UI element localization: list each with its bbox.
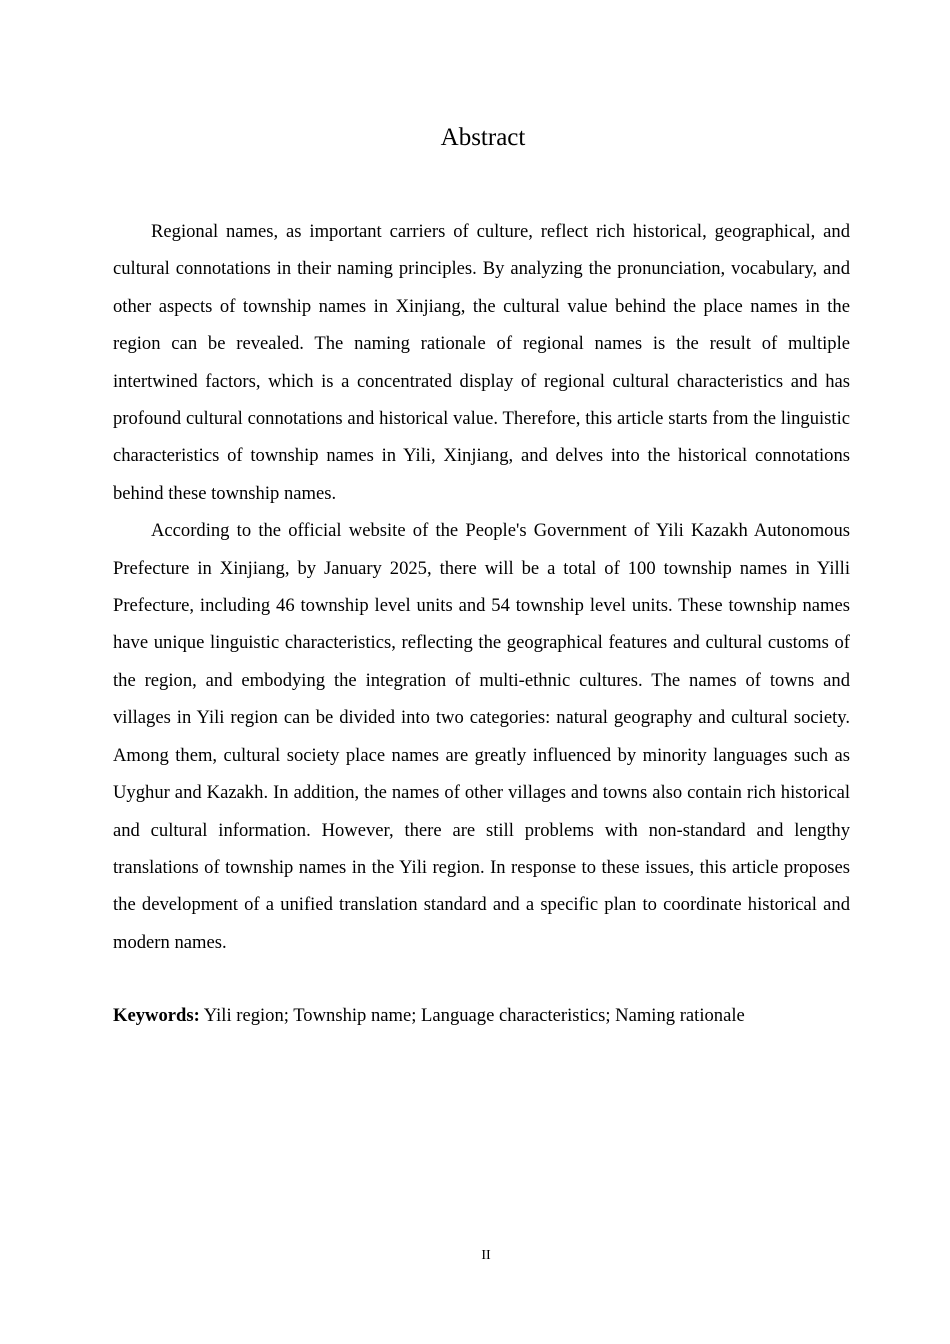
abstract-body	[113, 213, 850, 961]
keywords-label: Keywords:	[113, 1005, 200, 1026]
keywords-line	[113, 1000, 873, 1032]
page-number: II	[481, 1248, 491, 1263]
page-title: Abstract	[440, 124, 526, 151]
abstract-paragraph-1: Regional names, as important carriers of culture, reflect rich historical, geographical, and cultural connotations in their naming principles. By analyzing the pronunciation, vocabulary, and other aspects of township names in Xinjiang, the cultural value behind the place names in the region can be revealed. The naming rationale of regional names is the result of multiple intertwined factors, which is a concentrated display of regional cultural characteristics and has profound cultural connotations and historical value. Therefore, this article starts from the linguistic characteristics of township names in Yili, Xinjiang, and delves into the historical connotations behind these township names.	[113, 221, 850, 504]
abstract-paragraph-2: According to the official website of the People's Government of Yili Kazakh Autonomous Prefecture in Xinjiang, by January 2025, there will be a total of 100 township names in Yilli Prefecture, including 46 township level units and 54 township level units. These township names have unique linguistic characteristics, reflecting the geographical features and cultural customs of the region, and embodying the integration of multi-ethnic cultures. The names of towns and villages in Yili region can be divided into two categories: natural geography and cultural society. Among them, cultural society place names are greatly influenced by minority languages such as Uyghur and Kazakh. In addition, the names of other villages and towns also contain rich historical and cultural information. However, there are still problems with non-standard and lengthy translations of township names in the Yili region. In response to these issues, this article proposes the development of a unified translation standard and a specific plan to coordinate historical and modern names.	[113, 520, 850, 953]
keywords-text: Yili region; Township name; Language characteristics; Naming rationale	[199, 1005, 745, 1026]
